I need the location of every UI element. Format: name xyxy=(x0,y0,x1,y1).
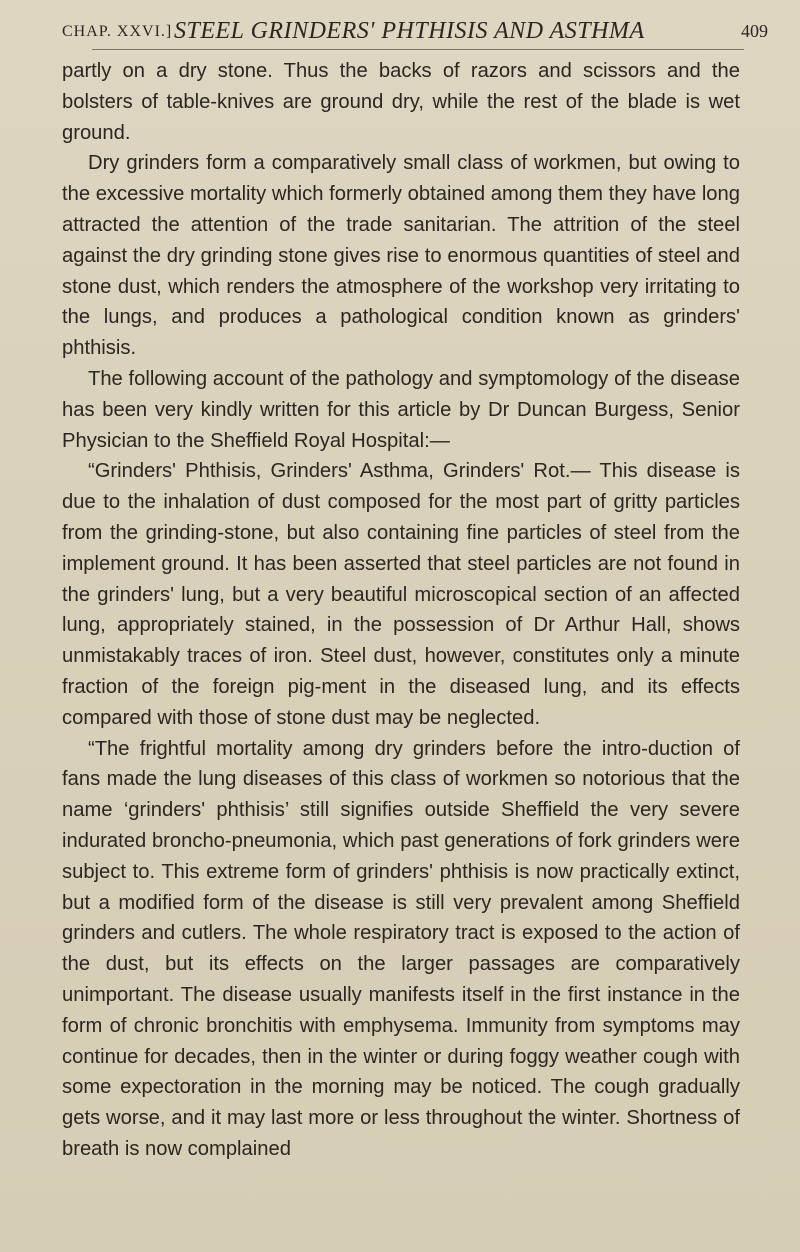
paragraph-grinders-phthisis: “Grinders' Phthisis, Grinders' Asthma, Grinders' Rot.— This disease is due to the inhalation of dust composed for the most part of gritty particles from the grinding-stone, but also containing fine particles of steel from the implement ground. It has been asserted that steel particles are not found in the grinders' lung, but a very beautiful microscopical section of an affected lung, appropriately stained, in the possession of Dr Arthur Hall, shows unmistakably traces of iron. Steel dust, however, constitutes only a minute fraction of the foreign pig-ment in the diseased lung, and its effects compared with those of stone dust may be neglected. xyxy=(62,460,740,729)
paragraph-following-account: The following account of the pathology and symptomology of the disease has been very kindly written for this article by Dr Duncan Burgess, Senior Physician to the Sheffield Royal Hospital:— xyxy=(62,367,740,452)
body-text xyxy=(62,56,740,1165)
running-title: STEEL GRINDERS' PHTHISIS AND ASTHMA xyxy=(174,18,645,44)
page-number: 409 xyxy=(741,21,768,41)
paragraph-frightful-mortality: “The frightful mortality among dry grinders before the intro-duction of fans made the lung diseases of this class of workmen so notorious that the name ‘grinders' phthisis’ still signifies outside Sheffield the very severe indurated broncho-pneumonia, which past generations of fork grinders were subject to. This extreme form of grinders' phthisis is now practically extinct, but a modified form of the disease is still very prevalent among Sheffield grinders and cutlers. The whole respiratory tract is exposed to the action of the dust, but its effects on the larger passages are comparatively unimportant. The disease usually manifests itself in the first instance in the form of chronic bronchitis with emphysema. Immunity from symptoms may continue for decades, then in the winter or during foggy weather cough with some expectoration in the morning may be noticed. The cough gradually gets worse, and it may last more or less throughout the winter. Shortness of breath is now complained xyxy=(62,737,740,1160)
paragraph-dry-grinders: Dry grinders form a comparatively small class of workmen, but owing to the excessive mortality which formerly obtained among them they have long attracted the attention of the trade sanitarian. The attrition of the steel against the dry grinding stone gives rise to enormous quantities of steel and stone dust, which renders the atmosphere of the workshop very irritating to the lungs, and produces a pathological condition known as grinders' phthisis. xyxy=(62,152,740,360)
chapter-reference: CHAP. XXVI.] xyxy=(62,23,173,40)
running-header xyxy=(62,18,770,48)
paragraph-continuation: partly on a dry stone. Thus the backs of razors and scissors and the bolsters of table-knives are ground dry, while the rest of the blade is wet ground. xyxy=(62,60,740,144)
header-rule xyxy=(92,49,744,50)
